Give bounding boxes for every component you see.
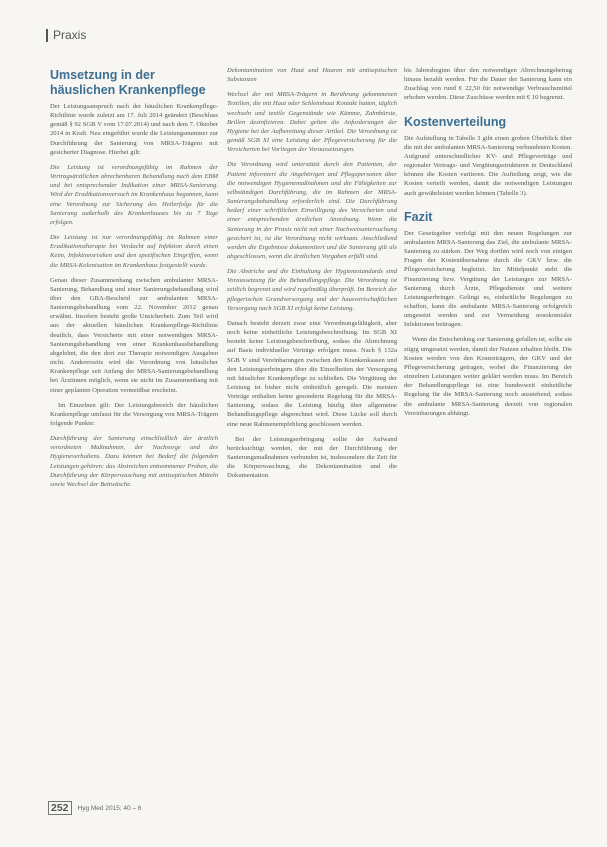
section-bar (46, 29, 48, 42)
paragraph: Der Leistungsanspruch nach der häuslichen Krankenpflege-Richtlinie wurde zuletzt am 17. Juli 2014 geändert (Beschluss gemäß § 92 SGB V vom 17.07.2014) und nach dem 7. Oktober 2014 in Kraft. Neu eingeführt wurde die Leistungsnummer zur Durchführung der Sanierung von MRSA-Trägern mit gesicherter Diagnose. Hierbei gilt: (50, 103, 218, 156)
paragraph: Die Aufstellung in Tabelle 3 gibt einen groben Überblick über die mit der ambulanten MRSA-Sanierung verbundenen Kosten. Aufgrund unterschiedlicher KV- und Pflegeverträge und regionaler Vertrags- und Vergütungsstrukturen in Deutschland können die Kosten variieren. Die Aufteilung zeigt, wie die Kosten verteilt werden, damit die notwendigen Leistungen auch gewährleistet werden können (Tabelle 3). (404, 134, 572, 197)
heading-conclusion: Fazit (404, 209, 433, 224)
col3-top-body (404, 66, 572, 103)
journal-citation: Hyg Med 2015; 40 – 6 (77, 804, 142, 812)
paragraph: bis Jahresbeginn über den notwendigen Abrechnungsbetrag hinaus bezahlt werden. Für die Dauer der Sanierung kann ein Zuschlag von rund € 22,50 für notwendige Verbrauchsmittel erhoben werden. Diese Zuschüsse werden mit € 10 begrenzt. (404, 67, 572, 102)
paragraph: Durchführung der Sanierung einschließlich der ärztlich verordneten Maßnahmen, der Nachsorge und des Hygieneverhaltens. Dazu können bei Bedarf die folgenden Leistungen gehören: das Abstreichen entnommener Proben, die Durchführung der Körperwaschung mit antiseptischen Mitteln sowie Wechsel der Bettwäsche. (50, 435, 218, 488)
paragraph: Wechsel der mit MRSA-Trägern in Berührung gekommenen Textilien, die mit Haut oder Schleimhaut Kontakt hatten, täglich wechseln und textile Gegenstände wie Kämme, Zahnbürste, Brillen desinfizieren. Dabei gelten die Anforderungen der Hygiene bei der Aufbereitung dieser Artikel. Die Verordnung ist gemäß SGB XI eine Leistung der Pflegeversicherung für die Versicherten bei Vorliegen der Voraussetzungen. (227, 91, 397, 154)
col3-costs-body (404, 134, 572, 198)
col1-body (50, 102, 218, 489)
paragraph: Die Leistung ist nur verordnungsfähig im Rahmen einer Eradikationstherapie bei Verdacht auf Infektion durch einen Keim, Infektionsrisiken und den spezifischen Eingriffen, wenn die MRSA-Kolonisation im Krankenhaus festgestellt wurde. (50, 234, 218, 269)
paragraph: Die Abstriche und die Einhaltung der Hygienestandards sind Voraussetzung für die Behandlungspflege. Die Verordnung ist zeitlich begrenzt und wird regelmäßig überprüft. Im Bereich der pflegerischen Grundversorgung und der hauswirtschaftlichen Versorgung nach SGB XI erfolgt keine Leistung. (227, 268, 397, 312)
paragraph: Der Gesetzgeber verfolgt mit den neuen Regelungen zur ambulanten MRSA-Sanierung das Ziel, die ambulante MRSA-Sanierung zu stärken. Der Weg dorthin wird noch von einigen Fragen der Kostenübernahme durch die GKV bzw. die Pflegeversicherung begleitet. Im Mittelpunkt steht die Finanzierung bzw. Vergütung der Leistungen zur MRSA-Sanierung durch Ärzte, Pflegedienste und weitere Leistungserbringer. Gelingt es, einheitliche Regelungen zu schaffen, kann die ambulante MRSA-Sanierung erfolgreich umgesetzt werden und zur Vermeidung nosokomialer Infektionen beitragen. (404, 229, 572, 329)
section-label-text: Praxis (53, 28, 87, 42)
paragraph: Im Einzelnen gilt: Der Leistungsbereich der häuslichen Krankenpflege umfasst für die Versorgung von MRSA-Trägern folgende Punkte: (50, 401, 218, 427)
column-1 (50, 68, 218, 495)
heading-home-care: Umsetzung in der häuslichen Krankenpflege (50, 68, 206, 97)
paragraph: Genau dieser Zusammenhang zwischen ambulanter MRSA-Sanierung, Behandlung und einer Sanierungsbehandlung wird über den GBA-Bescheid zur ambulanten MRSA-Sanierungsbehandlung vom 22. November 2012 genau erwähnt. Insofern besteht große Unsicherheit. Zum Teil wird aus der aktuellen häuslichen Krankenpflege-Richtlinie deutlich, dass Versicherte mit einer notwendigen MRSA-Sanierungsbehandlung von einer Krankenhausbehandlung abgelehnt, die den dort zur Therapie notwendigen Ausgaben nicht. Andererseits wird die Verordnung von häuslicher Krankenpflege seit Anfang der MRSA-Sanierungsbehandlung bei Ärztinnen möglich, wenn sie nicht im Zusammenhang mit einer geplanten Operation vermeidbar erscheint. (50, 276, 218, 394)
page-footer (48, 801, 142, 815)
column-2 (227, 66, 397, 487)
heading-cost-distribution: Kostenverteilung (404, 114, 507, 129)
paragraph: Die Leistung ist verordnungsfähig im Rahmen der Vertragsärztlichen abrechenbaren Behandlung nach dem EBM und bei entsprechender Indikation einer MRSA-Sanierung. Wird der Eradikationsversuch im Krankenhaus begonnen, kann eine Verordnung zur Sicherung des Heilerfolgs für die Sanierung außerhalb des Krankenhauses bis zu 7 Tage erfolgen. (50, 163, 218, 226)
page-number: 252 (48, 801, 72, 815)
section-label (46, 28, 86, 42)
col3-fazit-body (404, 229, 572, 418)
paragraph: Bei der Leistungserbringung sollte der Aufwand berücksichtigt werden, der mit der Durchführung der Sanierungsmaßnahmen verbunden ist, insbesondere die Zeit für die Körperwaschung, die Dekontamination und die Dokumentation. (227, 435, 397, 480)
column-3 (404, 66, 572, 424)
col2-body (227, 66, 397, 481)
paragraph: Dekontamination von Haut und Haaren mit antiseptischen Substanzen (227, 67, 397, 84)
paragraph: Danach besteht derzeit zwar eine Verordnungsfähigkeit, aber noch keine einheitliche Leistungsbeschreibung. Im SGB XI besteht keine Leistungsbeschreibung, sodass die Abrechnung auf Basis individueller Verträge erfolgen muss. Nach § 132a SGB V sind Vereinbarungen zwischen den Krankenkassen und den Leistungserbringern über die Einzelheiten der Versorgung mit häuslicher Krankenpflege zu schließen. Die Vergütung der Leistung ist bisher nicht einheitlich geregelt. Die meisten Verträge enthalten keine gesonderte Regelung für die MRSA-Sanierung, sodass die Leistung häufig über allgemeine Behandlungspflege abgerechnet wird. Diese Lücke soll durch eine neue Rahmenempfehlung geschlossen werden. (227, 319, 397, 428)
paragraph: Die Verordnung wird unterstützt durch den Patienten, der Patient informiert die Angehörigen und Pflegepersonen über die notwendigen Hygienemaßnahmen und die Fähigkeiten zur selbständigen Durchführung, die im Rahmen der MRSA-Sanierungsbehandlung erforderlich sind. Die Durchführung bedarf einer schriftlichen Einwilligung des Versicherten und einer entsprechenden ärztlichen Anordnung. Wenn die Sanierung in der Praxis nicht mit einer Nachweisuntersuchung gesichert ist, ist die Verordnung nicht wirksam. Anschließend werden die Ergebnisse dokumentiert und die Sanierung gilt als abgeschlossen, wenn die ärztlichen Vorgaben erfüllt sind. (227, 161, 397, 260)
paragraph: Wenn die Entscheidung zur Sanierung gefallen ist, sollte sie zügig umgesetzt werden, damit der Nutzen erhalten bleibt. Die Kosten werden von den Kostenträgern, der GKV und der Pflegeversicherung getragen, wobei die Finanzierung der einzelnen Leistungen weiter geklärt werden muss. Im Bereich der Behandlungspflege ist eine bundesweit einheitliche Regelung für die MRSA-Sanierung noch ausstehend, sodass die ambulante MRSA-Sanierung derzeit von regionalen Vereinbarungen abhängt. (404, 336, 572, 417)
